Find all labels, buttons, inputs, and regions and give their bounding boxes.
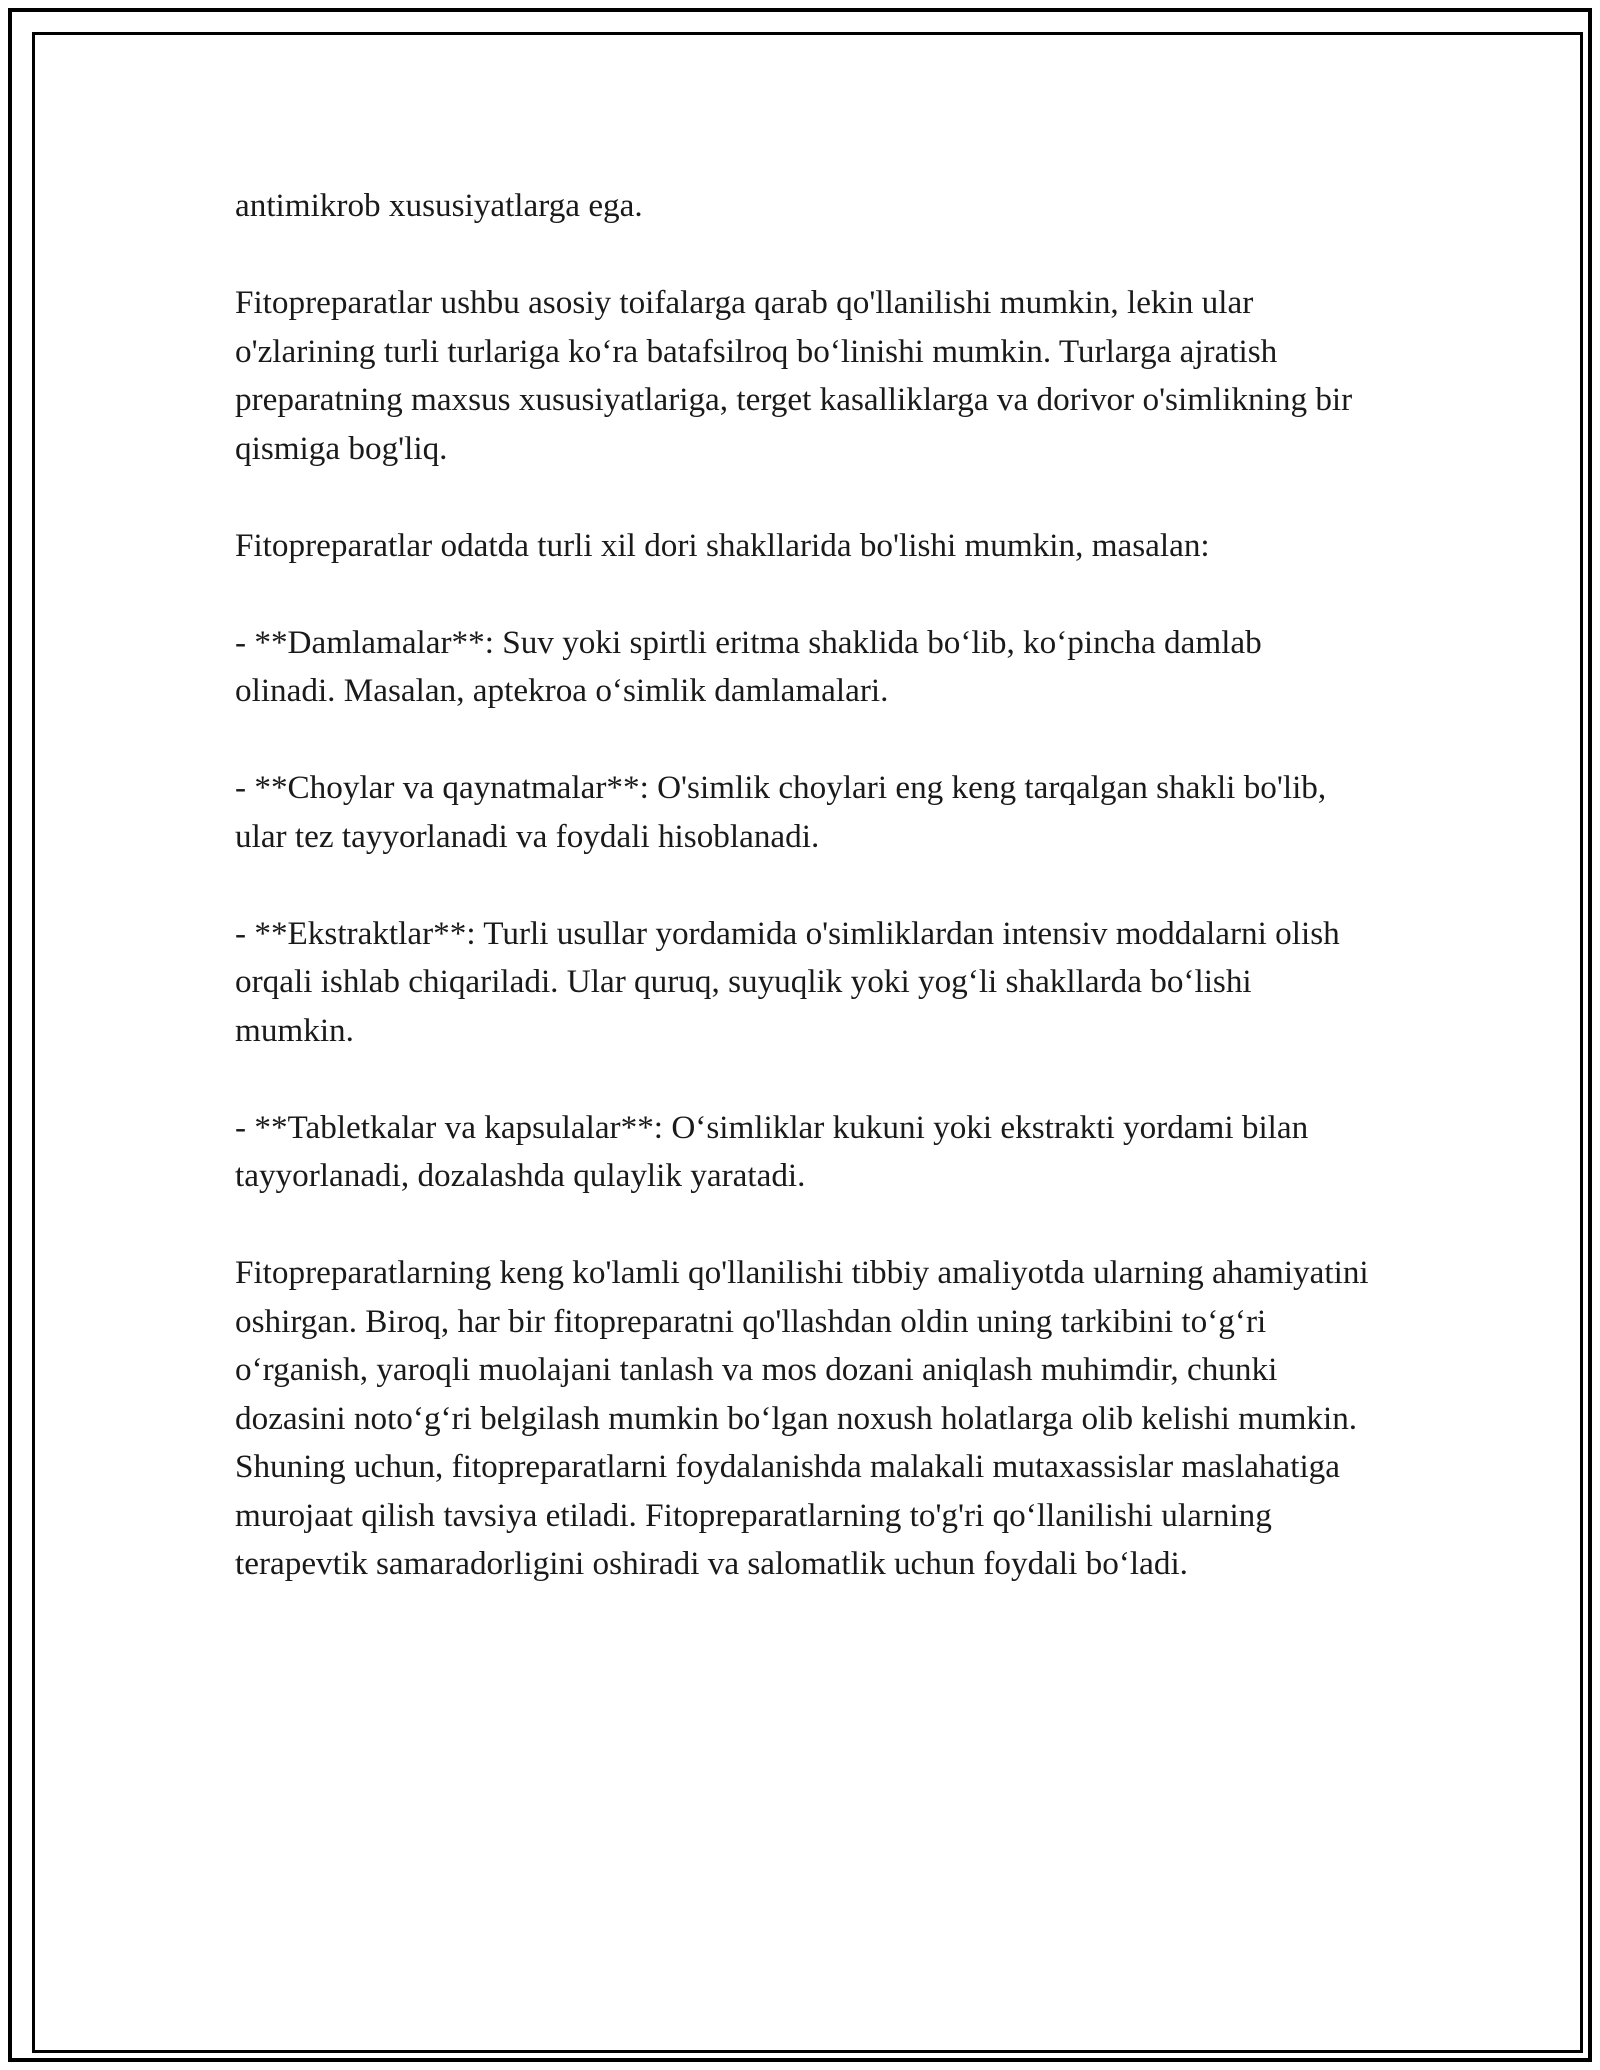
paragraph-continuation: antimikrob xususiyatlarga ega. [235,187,643,224]
list-item-choylar: - **Choylar va qaynatmalar**: O'simlik choylari eng keng tarqalgan shakli bo'lib, ular tez tayyorlanadi va foydali hisoblanadi. [235,769,1327,855]
paragraph-dosage-forms-intro: Fitopreparatlar odatda turli xil dori shakllarida bo'lishi mumkin, masalan: [235,526,1210,564]
list-item-tabletkalar: - **Tabletkalar va kapsulalar**: O‘simliklar kukuni yoki ekstrakti yordami bilan tayyorlanadi, dozalashda qulaylik yaratadi. [235,1108,1309,1194]
paragraph-classification: Fitopreparatlar ushbu asosiy toifalarga qarab qo'llanilishi mumkin, lekin ular o'zlarining turli turlariga ko‘ra batafsilroq bo‘linishi mumkin. Turlarga ajratish preparatning maxsus xususiyatlariga, terget kasalliklarga va dorivor o'simlikning bir qismiga bog'liq. [235,284,1353,467]
document-body [235,182,1370,1637]
list-item-ekstraktlar: - **Ekstraktlar**: Turli usullar yordamida o'simliklardan intensiv moddalarni olish orqali ishlab chiqariladi. Ular quruq, suyuqlik yoki yog‘li shakllarda bo‘lishi mumkin. [235,914,1340,1049]
paragraph-conclusion: Fitopreparatlarning keng ko'lamli qo'llanilishi tibbiy amaliyotda ularning ahamiyatini oshirgan. Biroq, har bir fitopreparatni qo'llashdan oldin uning tarkibini to‘g‘ri o‘rganish, yaroqli muolajani tanlash va mos dozani aniqlash muhimdir, chunki dozasini noto‘g‘ri belgilash mumkin bo‘lgan noxush holatlarga olib kelishi mumkin. Shuning uchun, fitopreparatlarni foydalanishda malakali mutaxassislar maslahatiga murojaat qilish tavsiya etiladi. Fitopreparatlarning to'g'ri qo‘llanilishi ularning terapevtik samaradorligini oshiradi va salomatlik uchun foydali bo‘ladi. [235,1254,1369,1582]
list-item-damlamalar: - **Damlamalar**: Suv yoki spirtli eritma shaklida bo‘lib, ko‘pincha damlab olinadi. Masalan, aptekroa o‘simlik damlamalari. [235,623,1262,709]
